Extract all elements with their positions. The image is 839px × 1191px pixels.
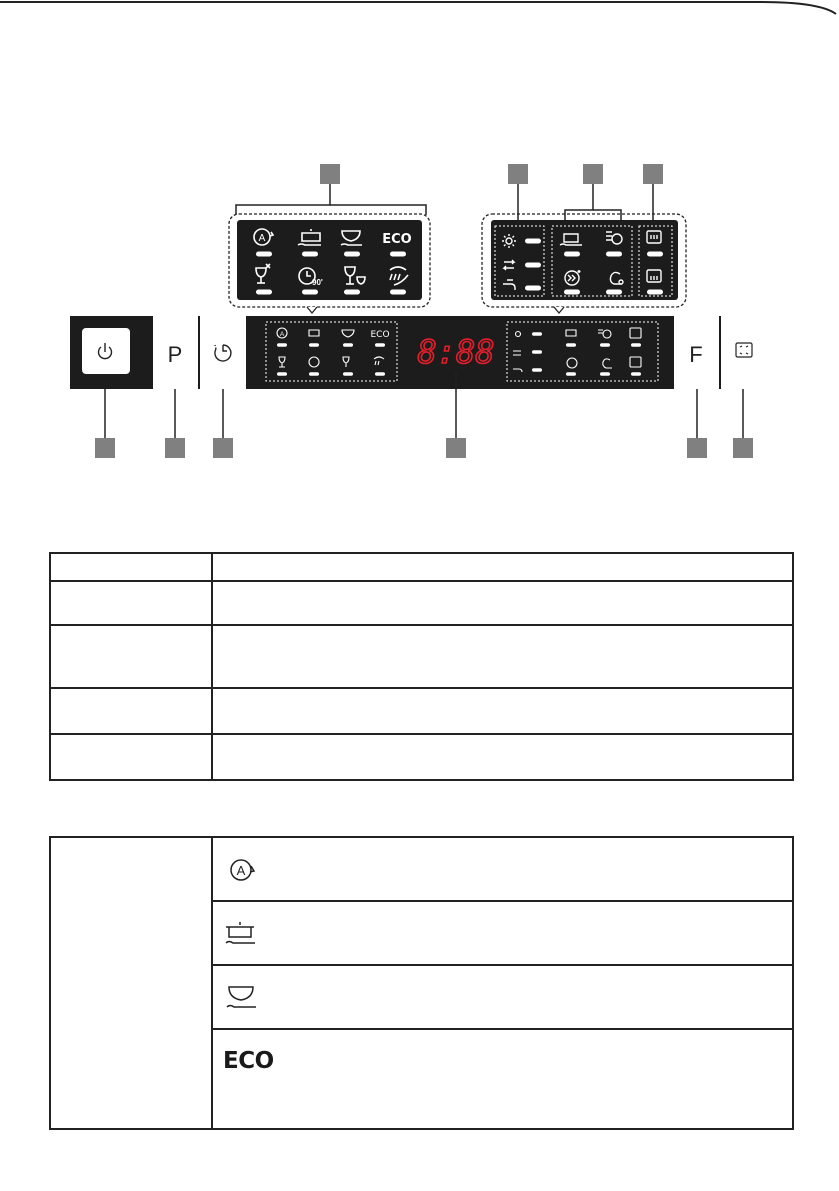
table-row (50, 734, 793, 780)
program-button-label: P (167, 342, 183, 367)
table-row (50, 625, 793, 688)
callout-marker (687, 438, 707, 458)
callout-marker (213, 438, 233, 458)
callout-marker (508, 164, 528, 184)
svg-text:A: A (279, 331, 285, 338)
controls-table (49, 552, 794, 781)
function-button-label: F (689, 342, 703, 367)
callout-markers-bottom (95, 438, 753, 458)
callout-marker (583, 164, 603, 184)
callout-markers-top (320, 164, 663, 184)
zoom-indicator-group (482, 214, 686, 307)
svg-text:A: A (236, 863, 246, 878)
zone-button[interactable] (721, 316, 767, 389)
zoom-program-group (229, 214, 430, 307)
eco-zoom-label: ECO (382, 232, 412, 247)
callout-marker (446, 438, 466, 458)
callout-marker (733, 438, 753, 458)
table-row (50, 581, 793, 625)
time-display: 8:88 (417, 333, 495, 371)
half-load-label: 90' (312, 278, 323, 287)
callout-marker (643, 164, 663, 184)
callout-marker (95, 438, 115, 458)
auto-icon (223, 854, 263, 884)
svg-text:A: A (258, 233, 266, 244)
control-panel-diagram (0, 0, 839, 520)
callout-marker (320, 164, 340, 184)
callout-marker (165, 438, 185, 458)
table-row (50, 837, 793, 901)
delay-button[interactable] (200, 316, 246, 389)
normal-bowl-icon (223, 982, 263, 1012)
power-button[interactable] (82, 328, 130, 374)
eco-mini-label: ECO (370, 330, 390, 340)
programs-table (49, 836, 794, 1130)
control-panel (70, 316, 767, 389)
eco-icon: ECO (223, 1048, 274, 1074)
table-row (50, 553, 793, 581)
intensive-pot-icon (223, 918, 263, 948)
table-row (50, 688, 793, 734)
